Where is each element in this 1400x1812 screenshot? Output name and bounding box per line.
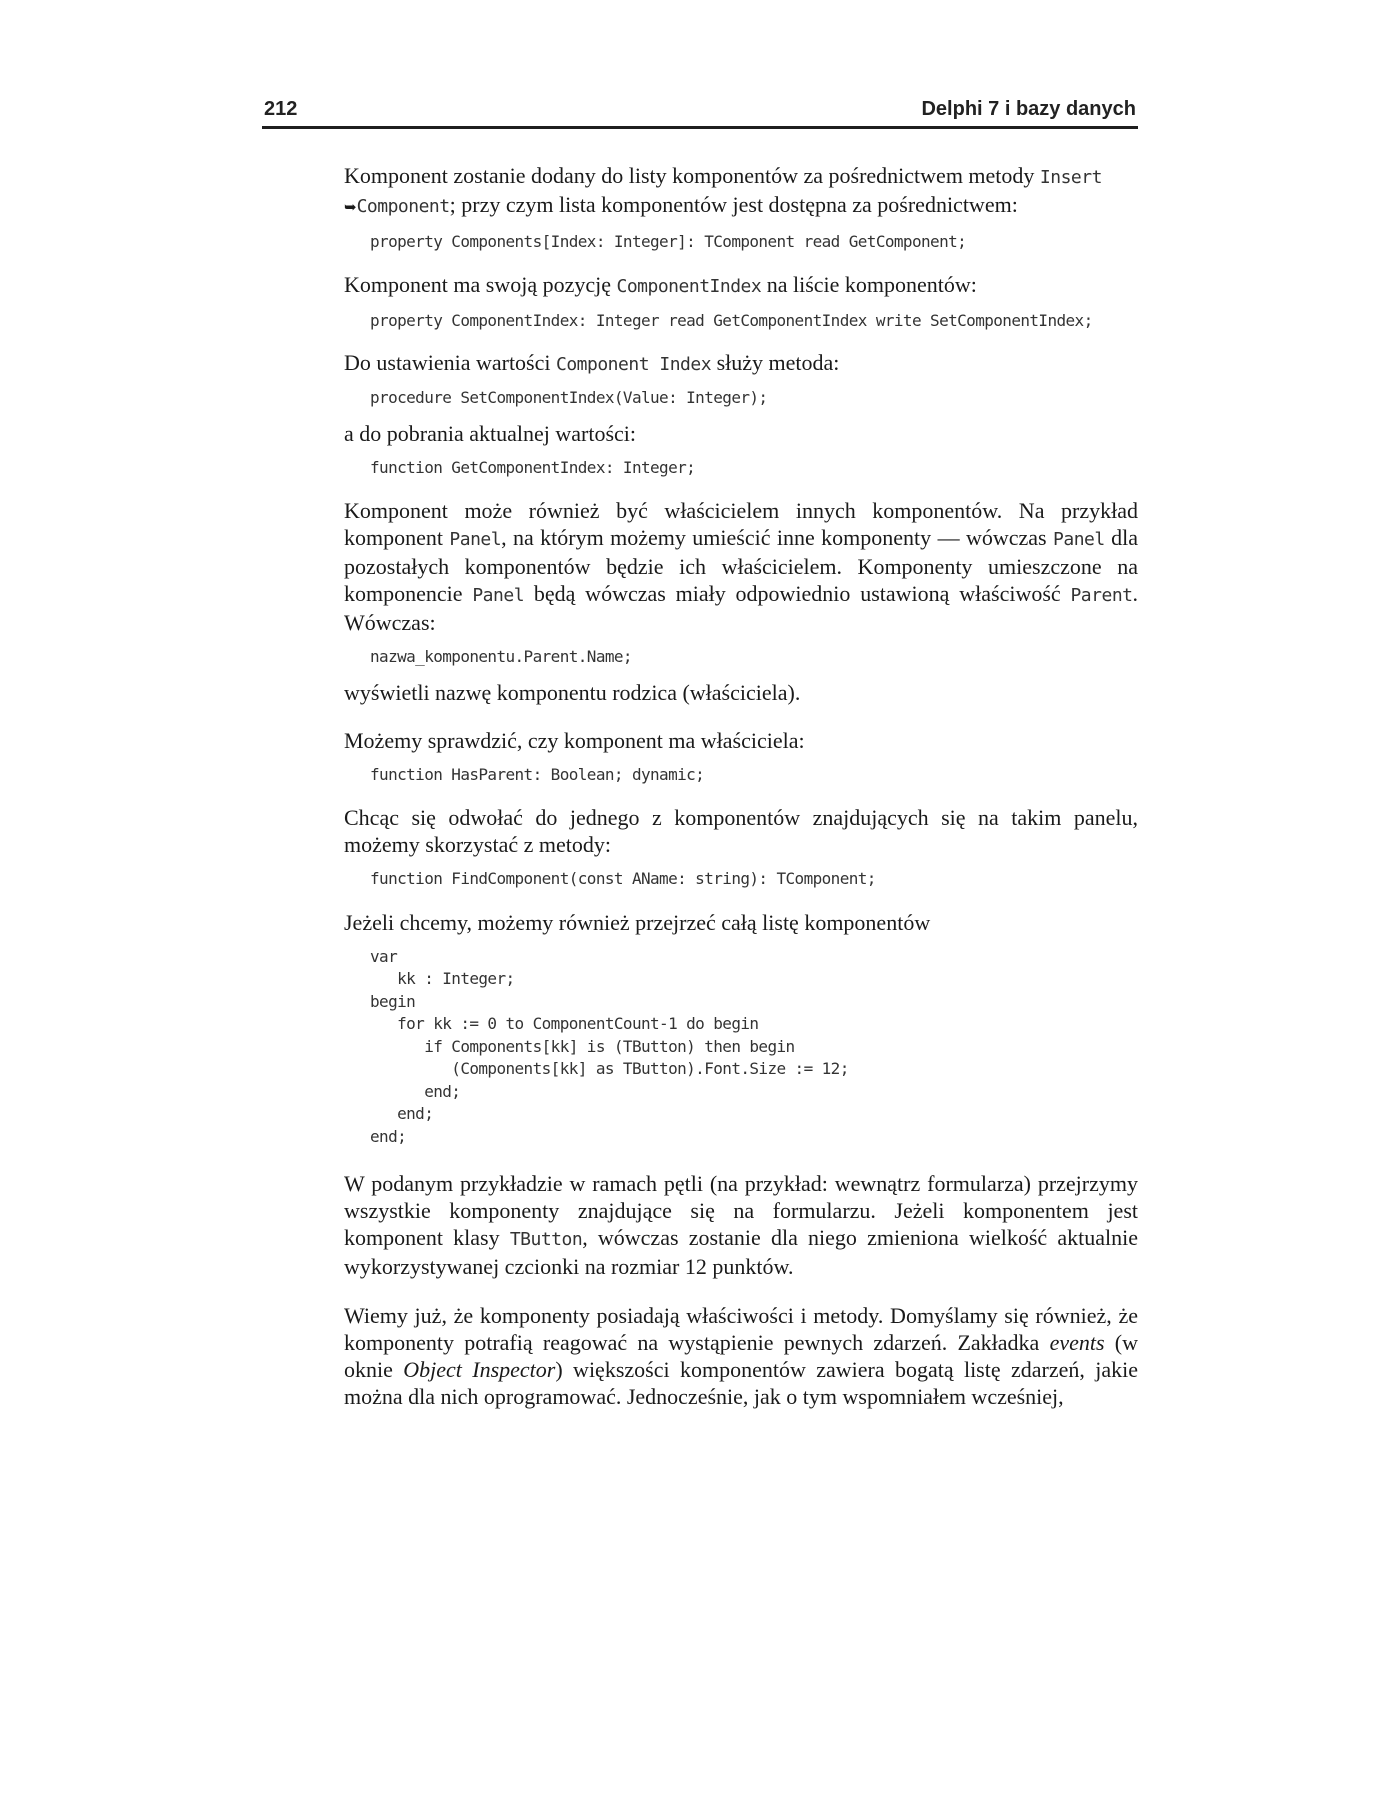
code-block-get-component-index: function GetComponentIndex: Integer; — [370, 457, 696, 477]
inline-code: Panel — [1053, 529, 1105, 550]
paragraph-example-explanation: W podanym przykładzie w ramach pętli (na przykład: wewnątrz formularza) przejrzymy wszystkie komponenty znajdujące się na formularzu. Jeżeli komponentem jest komponent klasy TButton, wówczas zostanie dla niego zmieniona wielkość aktualnie wykorzystywanej czcionki na rozmiar 12 punktów. — [344, 1171, 1138, 1279]
page-body — [344, 162, 1138, 1410]
book-title: Delphi 7 i bazy danych — [921, 98, 1136, 120]
paragraph-events: Wiemy już, że komponenty posiadają właściwości i metody. Domyślamy się również, że komponenty potrafią reagować na wystąpienie pewnych zdarzeń. Zakładka events (w oknie Object Inspector) większości komponentów zawiera bogatą listę zdarzeń, jakie można dla nich oprogramować. Jednocześnie, jak o tym wspomniałem wcześniej, — [344, 1303, 1138, 1409]
running-header — [262, 96, 1138, 129]
code-block-components-property: property Components[Index: Integer]: TComponent read GetComponent; — [370, 232, 967, 251]
paragraph-set-index: Do ustawienia wartości Component Index służy metoda: — [344, 350, 840, 375]
paragraph-get-index: a do pobrania aktualnej wartości: — [344, 420, 637, 446]
inline-code: Insert — [1039, 167, 1102, 188]
inline-code: TButton — [509, 1229, 583, 1250]
paragraph-component-index: Komponent ma swoją pozycję ComponentIndex na liście komponentów: — [344, 271, 977, 297]
code-block-iterate-components: var kk : Integer; begin for kk := 0 to ComponentCount-1 do begin if Components[kk] is (TButton) then begin (Components[kk] as TButton).Font.Size := 12; end; end; end; — [370, 946, 849, 1146]
code-block-has-parent: function HasParent: Boolean; dynamic; — [370, 764, 705, 784]
paragraph-parent-name-result: wyświetli nazwę komponentu rodzica (właściciela). — [344, 679, 801, 705]
paragraph-iterate: Jeżeli chcemy, możemy również przejrzeć całą listę komponentów — [344, 909, 931, 935]
inline-code: Parent — [1070, 585, 1133, 606]
inline-code: Panel — [449, 529, 502, 550]
line-continuation-arrow-icon: ➥ — [344, 198, 357, 216]
inline-code: ComponentIndex — [616, 275, 762, 297]
paragraph-has-parent: Możemy sprawdzić, czy komponent ma właściciela: — [344, 727, 805, 753]
paragraph-insert-component: Komponent zostanie dodany do listy komponentów za pośrednictwem metody Insert ➥Component; przy czym lista komponentów jest dostępna za pośrednictwem: — [344, 163, 1102, 217]
italic-term: events — [1049, 1330, 1105, 1355]
code-block-component-index-property: property ComponentIndex: Integer read GetComponentIndex write SetComponentIndex; — [370, 310, 1093, 330]
inline-code: Component — [356, 196, 450, 217]
paragraph-owner: Komponent może również być właścicielem innych komponentów. Na przykład komponent Panel, na którym możemy umieścić inne komponenty — wówczas Panel dla pozostałych komponentów będzie ich właścicielem. Komponenty umieszczone na komponencie Panel będą wówczas miały odpowiednio ustawioną właściwość Parent. Wówczas: — [344, 498, 1138, 635]
inline-code: Component Index — [556, 354, 712, 375]
code-block-parent-name: nazwa_komponentu.Parent.Name; — [370, 647, 632, 666]
code-block-set-component-index: procedure SetComponentIndex(Value: Integer); — [370, 388, 768, 407]
page-number: 212 — [264, 98, 298, 120]
italic-term: Object Inspector — [403, 1357, 556, 1382]
inline-code: Panel — [472, 585, 525, 606]
paragraph-find-component: Chcąc się odwołać do jednego z komponentów znajdujących się na takim panelu, możemy skorzystać z metody: — [344, 805, 1138, 857]
code-block-find-component: function FindComponent(const AName: string): TComponent; — [370, 869, 876, 888]
